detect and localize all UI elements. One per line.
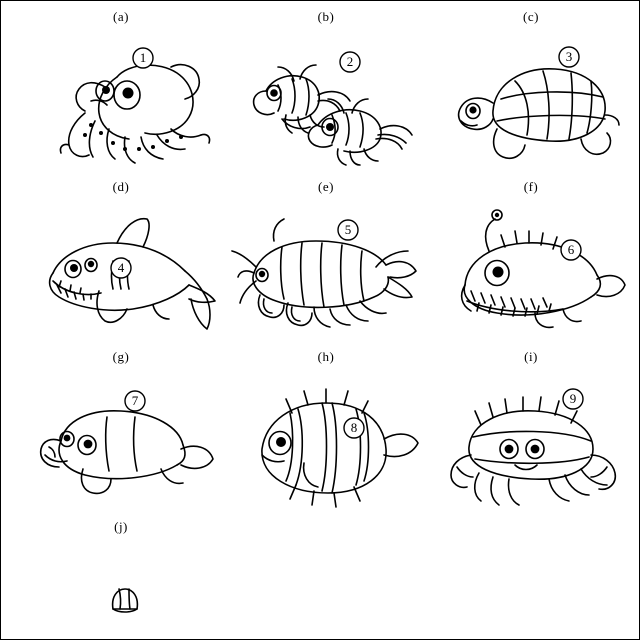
badge-3 (559, 47, 579, 67)
panel-g-label: (g) (112, 349, 130, 364)
badge-7-text: 7 (131, 392, 139, 408)
panel-g-art (21, 369, 221, 519)
badge-2-text: 2 (346, 53, 354, 69)
panel-b (226, 9, 426, 179)
panel-e-art (226, 199, 426, 349)
badge-1 (133, 48, 153, 68)
badge-5 (338, 220, 358, 240)
panel-d-label: (d) (112, 179, 130, 194)
badge-7 (125, 391, 145, 411)
badge-9-text: 9 (569, 390, 577, 406)
panel-j-art (21, 539, 221, 637)
badge-3-text: 3 (565, 48, 573, 64)
badge-6 (561, 240, 581, 260)
panel-i (431, 349, 631, 519)
badge-4-text: 4 (117, 259, 125, 275)
panel-h-art (226, 369, 426, 519)
panel-f-label: (f) (523, 179, 539, 194)
panel-b-label: (b) (317, 9, 335, 24)
badge-4 (111, 258, 131, 278)
panel-j-label: (j) (114, 519, 128, 534)
panel-i-label: (i) (524, 349, 538, 364)
panel-a-label: (a) (113, 9, 129, 24)
panel-e (226, 179, 426, 349)
badge-8 (344, 418, 364, 438)
panel-d-art (21, 199, 221, 349)
panel-d (21, 179, 221, 349)
panel-c-label: (c) (523, 9, 539, 24)
badge-1-text: 1 (139, 49, 147, 65)
panel-g (21, 349, 221, 519)
badge-5-text: 5 (344, 221, 352, 237)
panel-e-label: (e) (318, 179, 334, 194)
badge-9 (563, 389, 583, 409)
badge-6-text: 6 (567, 241, 575, 257)
panel-h-label: (h) (317, 349, 335, 364)
panel-f-art (431, 199, 631, 349)
panel-a-art (21, 29, 221, 179)
panel-b-art (226, 29, 426, 179)
panel-c-art (431, 29, 631, 179)
badge-8-text: 8 (350, 419, 358, 435)
panel-a (21, 9, 221, 179)
panel-j (21, 519, 221, 637)
panel-c (431, 9, 631, 179)
panel-h (226, 349, 426, 519)
panel-f (431, 179, 631, 349)
badge-2 (340, 52, 360, 72)
panel-i-art (431, 369, 631, 519)
